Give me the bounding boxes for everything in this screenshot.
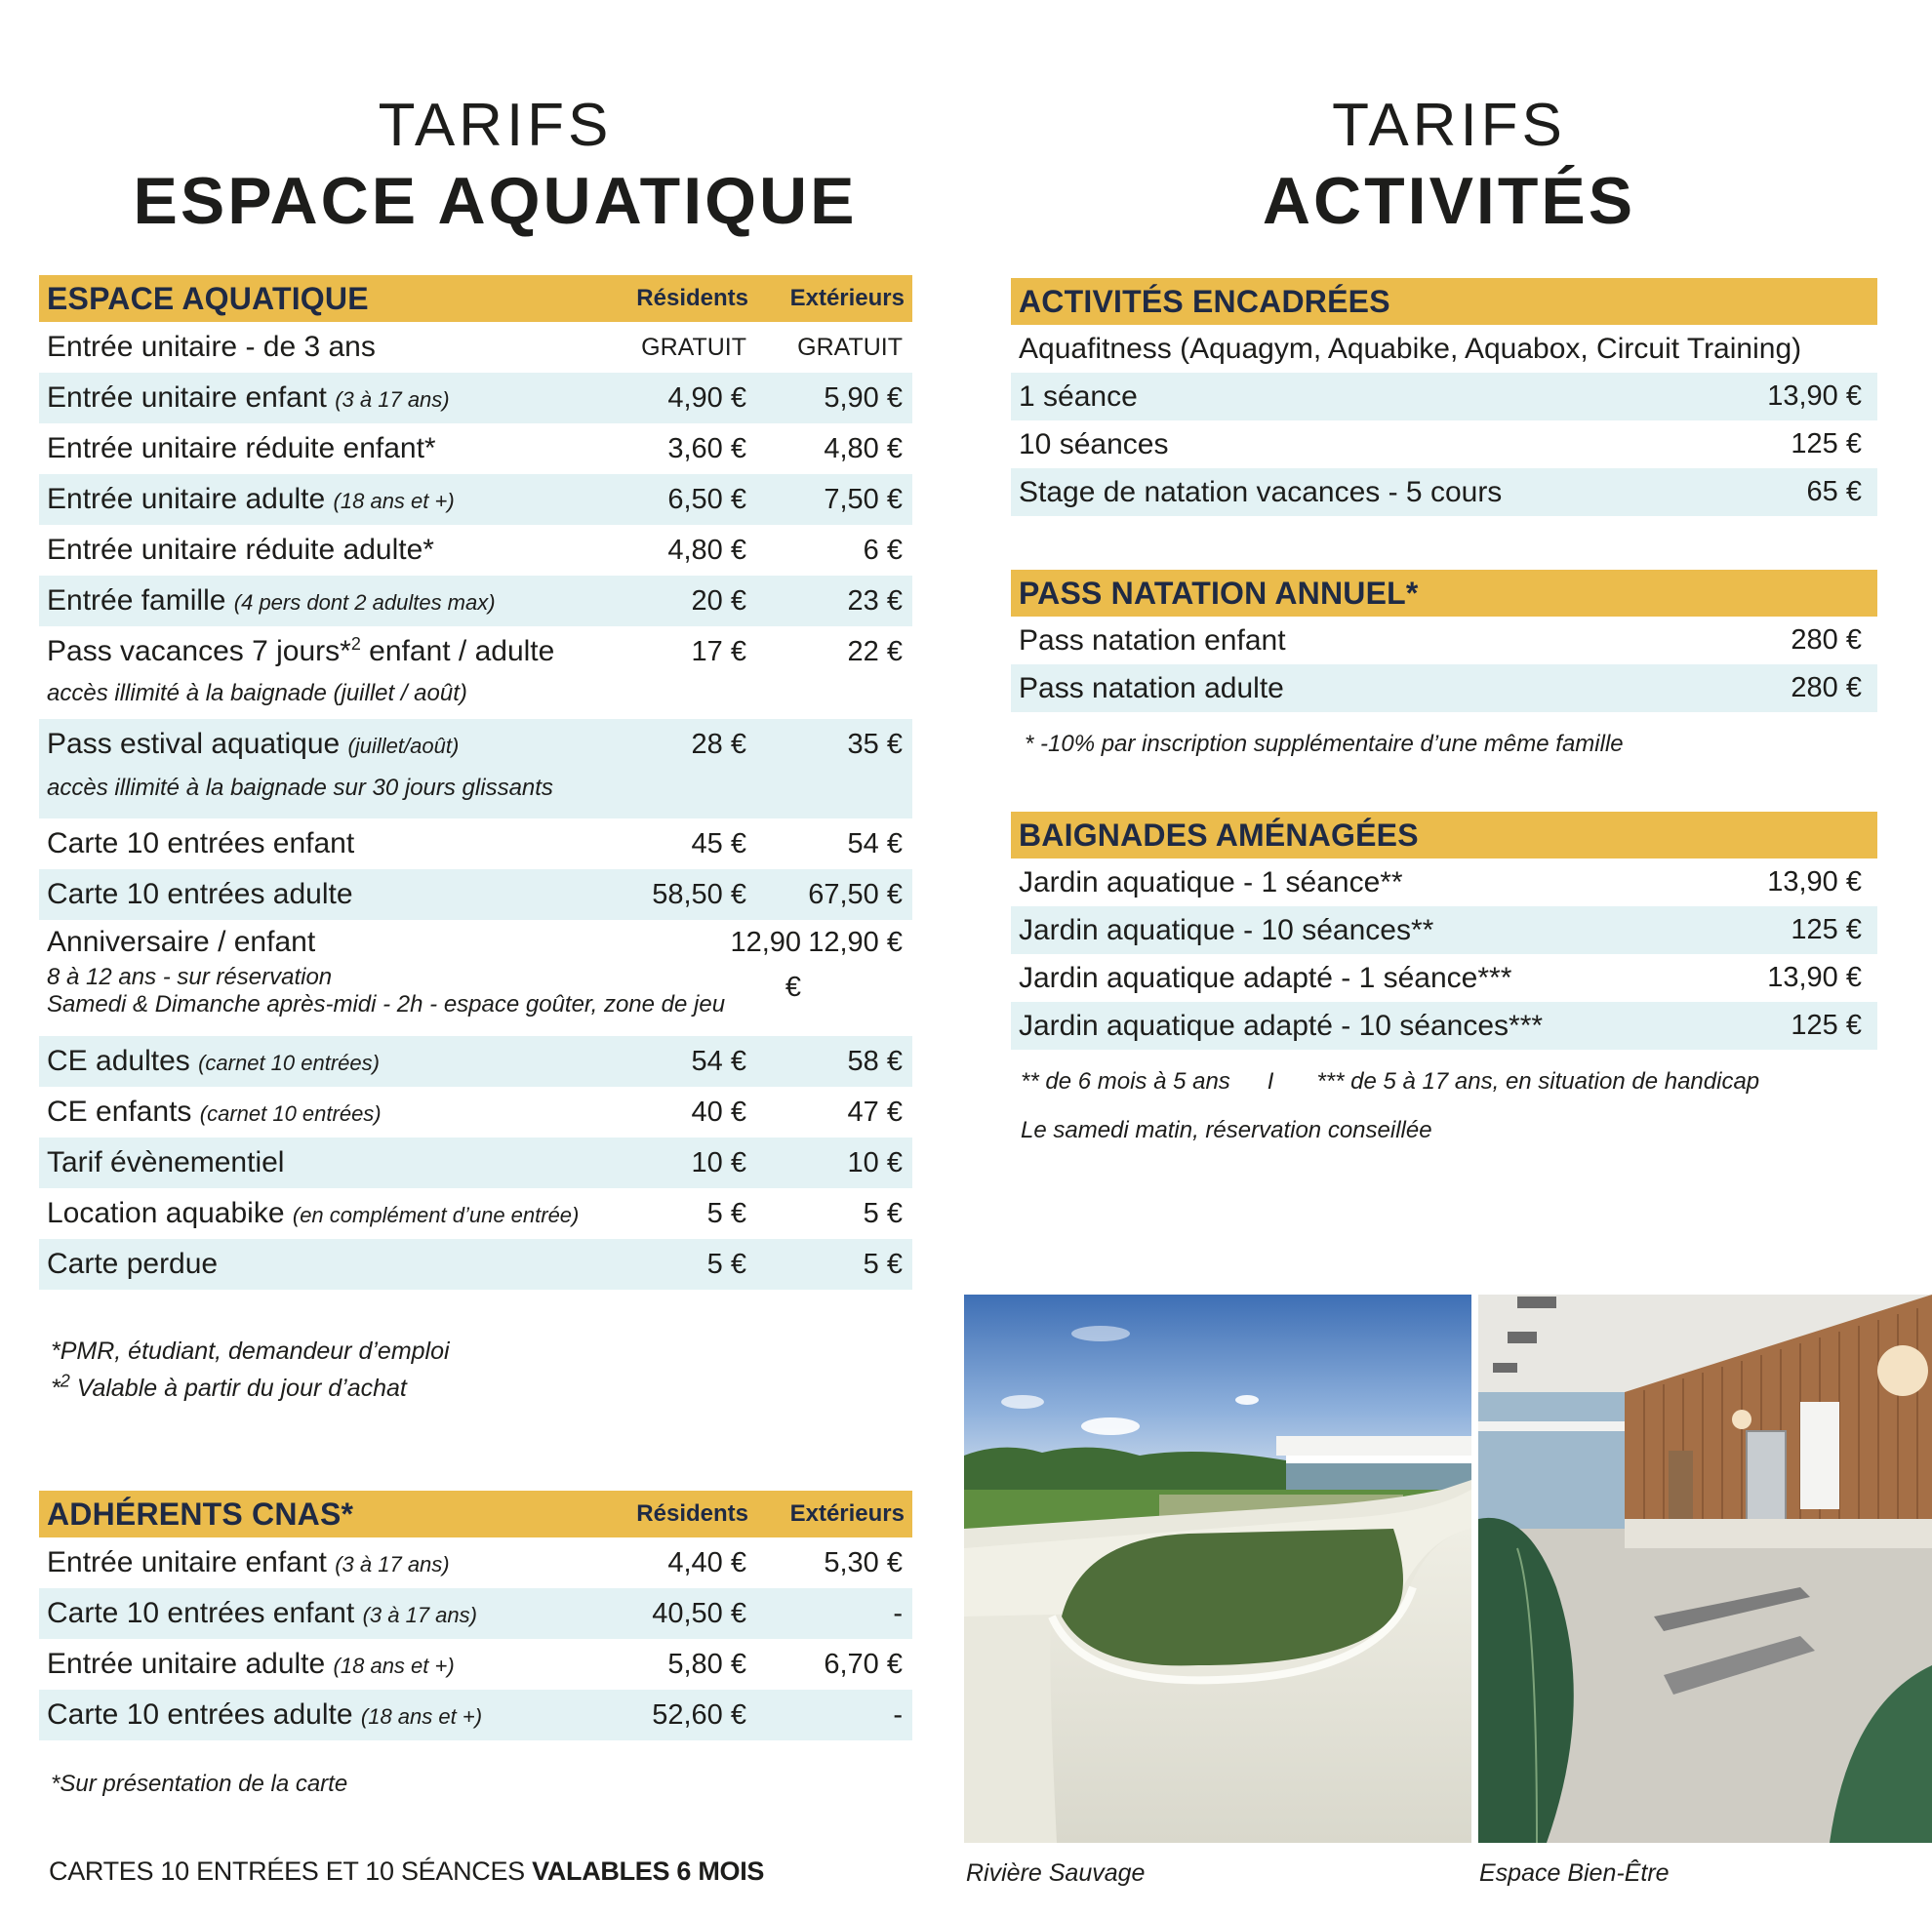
price-exterieurs: 6 € (863, 535, 903, 566)
row-label: 1 séance (1019, 380, 1138, 413)
price: 280 € (1791, 624, 1862, 656)
row-note: (18 ans et +) (333, 489, 455, 513)
price-exterieurs: 4,80 € (824, 433, 903, 464)
row-subtext: accès illimité à la baignade (juillet / août) (47, 680, 467, 706)
row-label: Carte 10 entrées adulte (47, 878, 353, 910)
price-exterieurs: 7,50 € (824, 484, 903, 515)
row-label: 10 séances (1019, 428, 1169, 460)
row-label: Jardin aquatique - 1 séance** (1019, 866, 1403, 898)
price-residents: 4,90 € (667, 382, 746, 414)
row-label: Entrée unitaire réduite enfant* (47, 432, 436, 464)
validity-bold: VALABLES 6 MOIS (532, 1856, 765, 1886)
price: 125 € (1791, 428, 1862, 459)
row-label: Stage de natation vacances - 5 cours (1019, 476, 1503, 508)
espace-aquatique-table (39, 275, 912, 1290)
price-residents: 58,50 € (652, 879, 746, 910)
row-label: Entrée famille (47, 584, 226, 617)
title-activites (1005, 92, 1893, 238)
row-note: (carnet 10 entrées) (198, 1051, 380, 1075)
row-label: Pass vacances 7 jours* (47, 635, 351, 667)
price-residents: 45 € (691, 828, 746, 859)
price-residents: 10 € (691, 1147, 746, 1178)
price-residents: 5 € (706, 1198, 746, 1229)
table-row (39, 1138, 912, 1188)
row-label: Entrée unitaire enfant (47, 1546, 327, 1578)
col-exterieurs: Extérieurs (789, 285, 905, 311)
row-label: Pass estival aquatique (47, 728, 341, 760)
title-light: TARIFS (1332, 92, 1566, 159)
row-note: (18 ans et +) (360, 1704, 483, 1729)
price-exterieurs: 67,50 € (808, 879, 903, 910)
table-header (1011, 278, 1877, 325)
title-bold: ESPACE AQUATIQUE (133, 164, 858, 238)
table-row (1011, 468, 1877, 516)
row-note: (3 à 17 ans) (362, 1603, 477, 1627)
table-row (1011, 617, 1877, 664)
table-row (39, 474, 912, 525)
riviere-sauvage-image (964, 1295, 1471, 1843)
row-note: (en complément d’une entrée) (292, 1203, 580, 1227)
footnote-a: ** de 6 mois à 5 ans (1021, 1068, 1230, 1095)
row-note: (3 à 17 ans) (335, 1552, 450, 1577)
row-label: Jardin aquatique - 10 séances** (1019, 914, 1434, 946)
table-header (1011, 570, 1877, 617)
table-row (1011, 954, 1877, 1002)
footnote-star: * (51, 1375, 60, 1402)
price-exterieurs: 5,90 € (824, 382, 903, 414)
price: 13,90 € (1767, 866, 1862, 898)
price-exterieurs: - (893, 1699, 903, 1731)
table-row (39, 373, 912, 423)
baignades-footnote-2: Le samedi matin, réservation conseillée (1021, 1117, 1432, 1143)
col-residents: Résidents (636, 1500, 748, 1527)
row-label-sup: 2 (350, 634, 361, 654)
price-residents: 4,40 € (667, 1547, 746, 1578)
price-exterieurs: 5 € (863, 1249, 903, 1280)
table-row (1011, 373, 1877, 420)
table-row (39, 1588, 912, 1639)
table-header (39, 275, 912, 322)
table-header (39, 1491, 912, 1537)
row-label: Jardin aquatique adapté - 1 séance*** (1019, 962, 1512, 994)
price: 13,90 € (1767, 962, 1862, 993)
price-exterieurs: GRATUIT (797, 334, 903, 361)
baignades-amenagees-table (1011, 812, 1877, 1050)
row-label: Carte 10 entrées adulte (47, 1698, 353, 1731)
price-exterieurs: - (893, 1598, 903, 1629)
footnote-text: Valable à partir du jour d’achat (69, 1375, 407, 1402)
cnas-footnote: *Sur présentation de la carte (51, 1771, 348, 1797)
price-residents: 17 € (691, 636, 746, 667)
table-row (39, 423, 912, 474)
row-label: Anniversaire / enfant (47, 926, 316, 958)
caption-espace-bien-etre: Espace Bien-Être (1479, 1859, 1670, 1887)
table-row (39, 719, 912, 818)
table-row (39, 920, 912, 1036)
espace-bien-etre-image (1478, 1295, 1932, 1843)
col-exterieurs: Extérieurs (789, 1500, 905, 1527)
price-residents: 12,90 € (730, 927, 802, 1003)
table-row (39, 1036, 912, 1087)
table-row (39, 818, 912, 869)
price-residents: 40,50 € (652, 1598, 746, 1629)
price-exterieurs: 5 € (863, 1198, 903, 1229)
row-label: Jardin aquatique adapté - 10 séances*** (1019, 1010, 1544, 1042)
price-residents: 5,80 € (667, 1649, 746, 1680)
price: 65 € (1806, 476, 1862, 507)
price-residents: 4,80 € (667, 535, 746, 566)
table-title: ESPACE AQUATIQUE (47, 280, 369, 316)
price-residents: 6,50 € (667, 484, 746, 515)
table-row (39, 1239, 912, 1290)
photo-riviere-sauvage (964, 1295, 1471, 1843)
price: 280 € (1791, 672, 1862, 703)
price: 125 € (1791, 1010, 1862, 1041)
table-row (39, 1639, 912, 1690)
table-title: BAIGNADES AMÉNAGÉES (1019, 817, 1419, 853)
table-row (39, 626, 912, 719)
footnote (51, 1370, 450, 1407)
price-exterieurs: 22 € (847, 636, 903, 667)
baignades-footnote (1021, 1063, 1759, 1100)
photo-espace-bien-etre (1478, 1295, 1932, 1843)
price-residents: 54 € (691, 1046, 746, 1077)
row-label: Entrée unitaire - de 3 ans (47, 331, 376, 363)
price-exterieurs: 35 € (847, 729, 903, 760)
table-row (1011, 664, 1877, 712)
price-exterieurs: 47 € (847, 1097, 903, 1128)
table-header (1011, 812, 1877, 858)
table-row (39, 1537, 912, 1588)
row-note: (carnet 10 entrées) (199, 1101, 382, 1126)
price-residents: 3,60 € (667, 433, 746, 464)
row-label-after: enfant / adulte (360, 635, 555, 667)
table-row (39, 525, 912, 576)
col-residents: Résidents (636, 285, 748, 311)
row-subtext: accès illimité à la baignade sur 30 jours glissants (47, 775, 553, 801)
table-row (1011, 325, 1877, 373)
row-label: Entrée unitaire réduite adulte* (47, 534, 434, 566)
row-label: Location aquabike (47, 1197, 285, 1229)
price-residents: 52,60 € (652, 1699, 746, 1731)
row-label: Carte 10 entrées enfant (47, 827, 355, 859)
price-exterieurs: 58 € (847, 1046, 903, 1077)
title-light: TARIFS (378, 92, 613, 159)
footnote-separator: I (1267, 1068, 1274, 1095)
price-residents: 28 € (691, 729, 746, 760)
row-label: CE adultes (47, 1045, 190, 1077)
row-label: Entrée unitaire adulte (47, 483, 326, 515)
price-exterieurs: 54 € (847, 828, 903, 859)
table-row (39, 322, 912, 373)
table-row (39, 1188, 912, 1239)
pass-natation-footnote: * -10% par inscription supplémentaire d’une même famille (1025, 731, 1624, 757)
row-label: Entrée unitaire adulte (47, 1648, 326, 1680)
price-residents: 20 € (691, 585, 746, 617)
price: 125 € (1791, 914, 1862, 945)
title-bold: ACTIVITÉS (1262, 164, 1636, 238)
row-label: CE enfants (47, 1096, 192, 1128)
adherents-cnas-table (39, 1491, 912, 1740)
row-label: Carte perdue (47, 1248, 219, 1280)
price-exterieurs: 10 € (847, 1147, 903, 1178)
pass-natation-table (1011, 570, 1877, 712)
price-residents: 5 € (706, 1249, 746, 1280)
row-subtext: 8 à 12 ans - sur réservation (47, 964, 333, 990)
row-note: (4 pers dont 2 adultes max) (233, 590, 496, 615)
footnote-sup: 2 (60, 1371, 70, 1391)
price-exterieurs: 5,30 € (824, 1547, 903, 1578)
table-row (39, 869, 912, 920)
price: 13,90 € (1767, 380, 1862, 412)
row-label: Aquafitness (Aquagym, Aquabike, Aquabox, Circuit Training) (1019, 333, 1802, 365)
activites-encadrees-table (1011, 278, 1877, 516)
price-exterieurs: 23 € (847, 585, 903, 617)
row-note: (18 ans et +) (333, 1654, 455, 1678)
espace-aquatique-footnotes (51, 1333, 450, 1407)
table-title: ACTIVITÉS ENCADRÉES (1019, 283, 1390, 319)
row-label: Entrée unitaire enfant (47, 381, 327, 414)
row-note: (3 à 17 ans) (335, 387, 450, 412)
price-residents: GRATUIT (641, 334, 746, 361)
row-subtext-2: Samedi & Dimanche après-midi - 2h - espace goûter, zone de jeu (47, 991, 726, 1018)
table-title: ADHÉRENTS CNAS* (47, 1496, 354, 1532)
footnote-b: *** de 5 à 17 ans, en situation de handicap (1316, 1068, 1760, 1095)
table-row (1011, 420, 1877, 468)
table-row (39, 1690, 912, 1740)
price-exterieurs: 12,90 € (808, 927, 903, 958)
table-title: PASS NATATION ANNUEL* (1019, 575, 1419, 611)
price-residents: 40 € (691, 1097, 746, 1128)
validity-note (49, 1856, 764, 1887)
row-label: Tarif évènementiel (47, 1146, 285, 1178)
validity-text: CARTES 10 ENTRÉES ET 10 SÉANCES (49, 1856, 533, 1886)
row-note: (juillet/août) (347, 734, 460, 758)
table-row (1011, 858, 1877, 906)
row-label: Pass natation enfant (1019, 624, 1286, 657)
price-exterieurs: 6,70 € (824, 1649, 903, 1680)
caption-riviere-sauvage: Rivière Sauvage (966, 1859, 1146, 1887)
table-row (1011, 906, 1877, 954)
table-row (39, 576, 912, 626)
title-espace-aquatique (39, 92, 951, 238)
footnote: *PMR, étudiant, demandeur d’emploi (51, 1337, 450, 1365)
table-row (1011, 1002, 1877, 1050)
row-label: Pass natation adulte (1019, 672, 1284, 704)
table-row (39, 1087, 912, 1138)
row-label: Carte 10 entrées enfant (47, 1597, 355, 1629)
